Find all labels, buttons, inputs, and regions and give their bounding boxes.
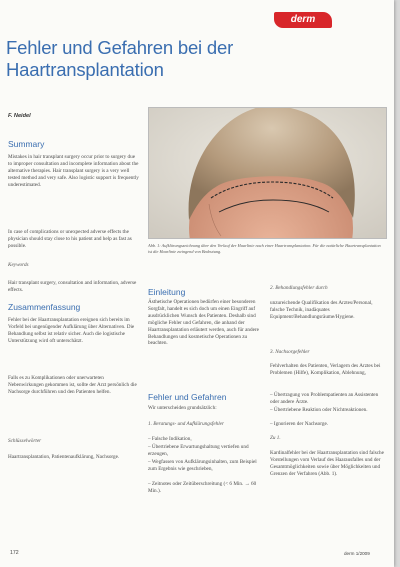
col3-paragraph-3: Kardinalfehler bei der Haartransplantation sind falsche Vorstellungen vom Verlauf des Haarausfalles und der Gesamtmöglichkeiten sowie über Möglichkeiten und Grenzen der Verfahren (Abb. 1). bbox=[270, 450, 384, 477]
col3-list-item: – Übertragung von Problempatienten an Assistenten oder andere Ärzte. bbox=[270, 392, 379, 405]
col3-subheading-2: 2. Behandlungsfehler durch bbox=[270, 285, 328, 291]
schluesselwoerter-label: Schlüsselwörter bbox=[8, 438, 42, 444]
col3-subheading-3: 3. Nachsorgefehler bbox=[270, 349, 310, 355]
author: F. Neidel bbox=[8, 113, 31, 119]
fehler-subheading-1: 1. Beratungs- und Aufklärungsfehler bbox=[148, 421, 224, 427]
fehler-heading: Fehler und Gefahren bbox=[148, 392, 227, 402]
summary-paragraph: Mistakes in hair transplant surgery occur prior to surgery due to improper consultation and incomplete information about the alternative therapies. Hair transplant surgery is a very well tested method and very safe. Also logistic support is frequently underestimated. bbox=[8, 154, 139, 188]
col3-paragraph-1: unzureichende Qualifikation des Arztes/Personal, falsche Technik, inadäquates Equipment/Behandlungsräume/Hygiene. bbox=[270, 300, 373, 320]
keywords-text: Hair transplant surgery, consultation and information, adverse effects. bbox=[8, 280, 137, 293]
hairline-photo bbox=[148, 107, 387, 239]
einleitung-heading: Einleitung bbox=[148, 287, 186, 297]
col3-paragraph-2: Fehlverhalten des Patienten, Verlagern des Arztes bei Problemen (Hilfe), Komplikation, Ablehnung, bbox=[270, 363, 381, 376]
page-number: 172 bbox=[10, 550, 19, 556]
patient-head-illustration bbox=[149, 108, 386, 238]
zusammenfassung-paragraph-2: Falls es zu Komplikationen oder unerwarteten Nebenwirkungen gekommen ist, sollte der Arzt persönlich die Nachsorge durchführen und den Patienten helfen. bbox=[8, 375, 137, 395]
summary-heading: Summary bbox=[8, 139, 45, 149]
summary-paragraph-2: In case of complications or unexpected adverse effects the physician should stay close to his patient and help as fast as possible. bbox=[8, 229, 132, 249]
article-title: Fehler und Gefahren bei der Haartransplantation bbox=[6, 37, 234, 80]
col3-list-item: – Ignorieren der Nachsorge. bbox=[270, 421, 329, 427]
einleitung-paragraph: Ästhetische Operationen bedürfen einer besonderen Sorgfalt, handelt es sich doch um einen Eingriff auf ausdrücklichen Wunsch des Patienten. Deshalb sind mögliche Fehler und Gefahren, die anhand der Haartransplantation erläutert werden, auch für andere Behandlungen und kosmetische Operationen zu beachten. bbox=[148, 299, 259, 347]
figure-caption: Abb. 1: Aufklärungszeichnung über den Verlauf der Haarlinie nach einer Haartransplantation. Für die natürliche Haartransplantation ist die Haarlinie zwingend von Bedeutung. bbox=[148, 243, 381, 254]
col3-subheading-4: Zu 1. bbox=[270, 435, 281, 441]
fehler-list-item: – Übertriebene Erwartungshaltung vertiefen und erzeugen, bbox=[148, 444, 249, 457]
fehler-intro: Wir unterscheiden grundsätzlich: bbox=[148, 405, 217, 411]
zusammenfassung-paragraph: Fehler bei der Haartransplantation ereignen sich bereits im Vorfeld bei ungenügender Aufklärung über Alternativen. Die Behandlung selbst ist relativ sicher. Auch die logistische Unterstützung wird oft unterschätzt. bbox=[8, 317, 135, 344]
fehler-list-item: – Wegfassen von Aufklärungsinhalten, zum Beispiel zum Ergebnis wie geschrieben, bbox=[148, 459, 257, 472]
fehler-list-item: – Falsche Indikation, bbox=[148, 436, 192, 442]
keywords-label: Keywords bbox=[8, 262, 29, 268]
journal-logo: derm bbox=[274, 12, 332, 28]
col3-list-item: – Übertriebene Reaktion oder Nichtreaktionen. bbox=[270, 407, 368, 413]
zusammenfassung-heading: Zusammenfassung bbox=[8, 302, 81, 312]
schluesselwoerter-text: Haartransplantation, Patientenaufklärung, Nachsorge. bbox=[8, 454, 120, 460]
fehler-list-item: – Zeitnotes oder Zeitüberschreitung (< 6 Min. → 60 Min.). bbox=[148, 481, 257, 494]
issue-label: derm 1/2009 bbox=[344, 551, 370, 556]
